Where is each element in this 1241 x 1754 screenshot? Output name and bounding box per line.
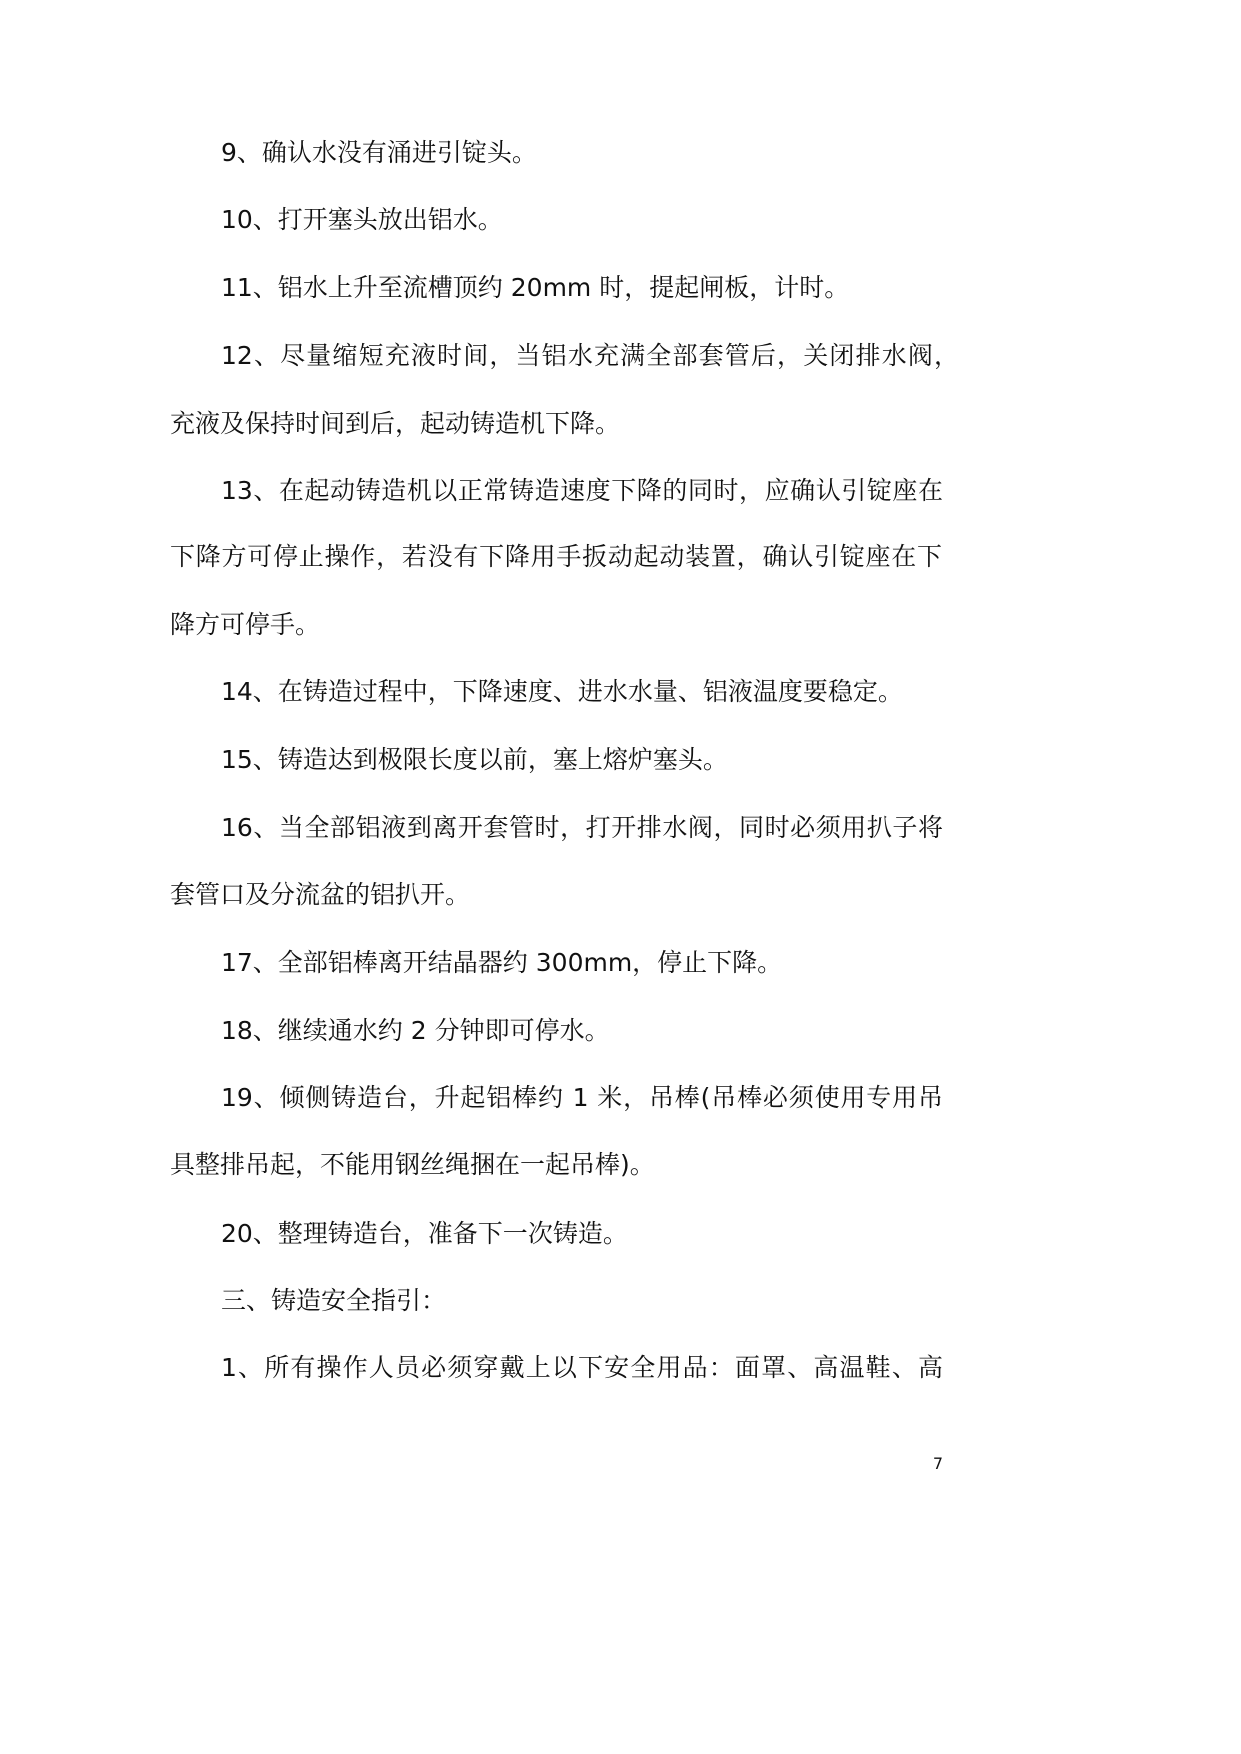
step-12-line-2: 充液及保持时间到后，起动铸造机下降。 xyxy=(170,409,621,438)
step-11-line: 11、铝水上升至流槽顶约 20mm 时，提起闸板，计时。 xyxy=(221,273,850,302)
step-16-line-1: 16、当全部铝液到离开套管时，打开排水阀，同时必须用扒子将 xyxy=(221,813,943,842)
step-19-line-2: 具整排吊起，不能用钢丝绳捆在一起吊棒)。 xyxy=(170,1150,655,1179)
step-13-line-2: 下降方可停止操作，若没有下降用手扳动起动装置，确认引锭座在下 xyxy=(170,542,942,571)
step-14-line: 14、在铸造过程中，下降速度、进水水量、铝液温度要稳定。 xyxy=(221,677,903,706)
step-13-line-3: 降方可停手。 xyxy=(170,610,321,639)
step-19-line-1: 19、倾侧铸造台，升起铝棒约 1 米，吊棒(吊棒必须使用专用吊 xyxy=(221,1083,943,1112)
step-10-line: 10、打开塞头放出铝水。 xyxy=(221,205,503,234)
step-16-line-2: 套管口及分流盆的铝扒开。 xyxy=(170,880,471,909)
page-number: 7 xyxy=(932,1454,944,1473)
step-9-line: 9、确认水没有涌进引锭头。 xyxy=(221,138,537,167)
step-18-line: 18、继续通水约 2 分钟即可停水。 xyxy=(221,1016,610,1045)
step-17-line: 17、全部铝棒离开结晶器约 300mm，停止下降。 xyxy=(221,948,783,977)
safety-item-1-line: 1、所有操作人员必须穿戴上以下安全用品：面罩、高温鞋、高 xyxy=(221,1353,943,1382)
step-12-line-1: 12、尽量缩短充液时间，当铝水充满全部套管后，关闭排水阀， xyxy=(221,341,959,370)
section-heading: 三、铸造安全指引： xyxy=(221,1286,447,1315)
step-13-line-1: 13、在起动铸造机以正常铸造速度下降的同时，应确认引锭座在 xyxy=(221,476,943,505)
step-15-line: 15、铸造达到极限长度以前，塞上熔炉塞头。 xyxy=(221,745,728,774)
step-20-line: 20、整理铸造台，准备下一次铸造。 xyxy=(221,1219,628,1248)
